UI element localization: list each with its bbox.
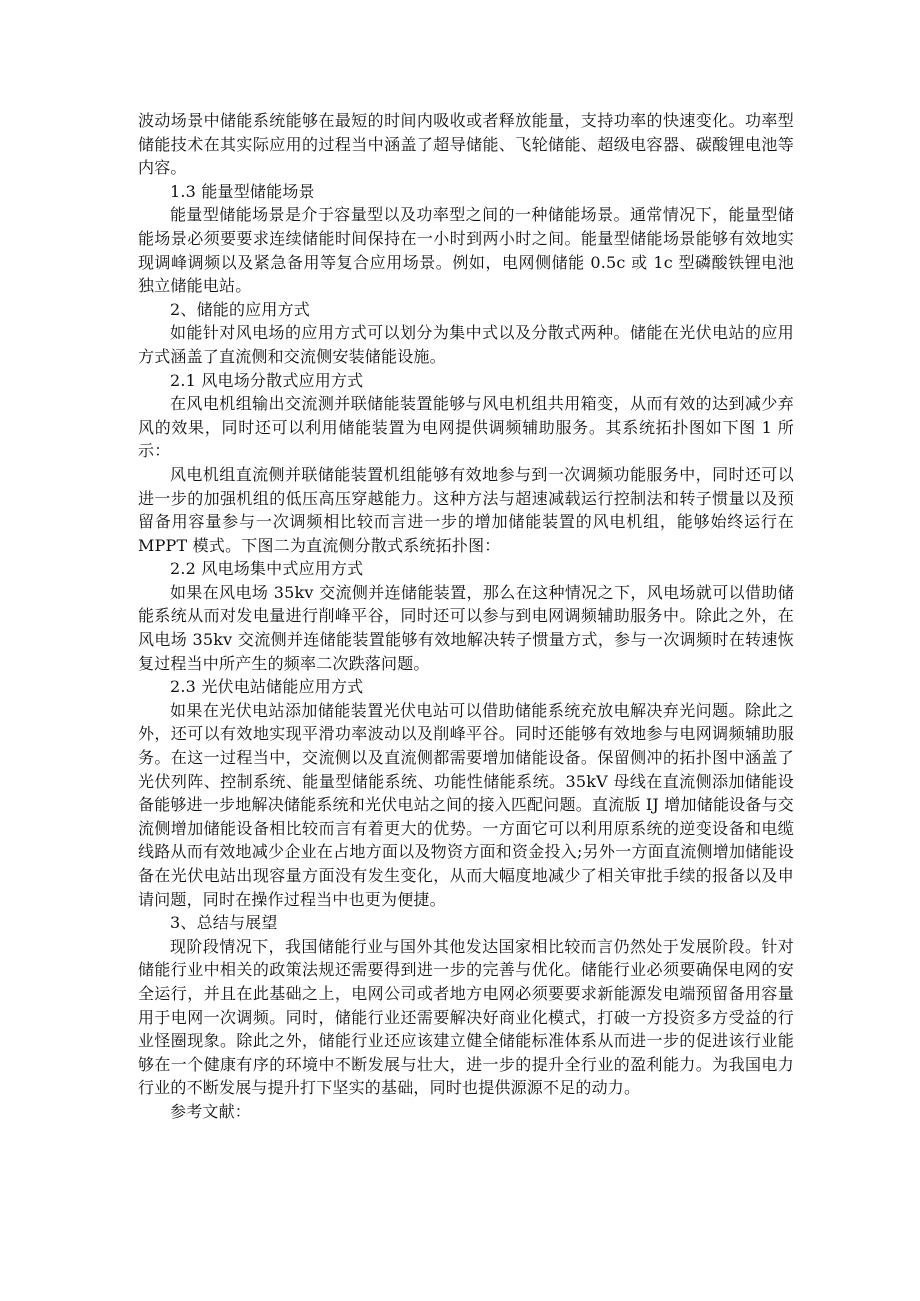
paragraph: 如果在风电场 35kv 交流侧并连储能装置，那么在这种情况之下，风电场就可以借助储能系统从而对发电量进行削峰平谷，同时还可以参与到电网调频辅助服务中。除此之外，在风电场 35kv 交流侧并连储能装置能够有效地解决转子惯量方式，参与一次调频时在转速恢复过程当中所产生的频率二次跌落问题。 xyxy=(138,582,794,673)
paragraph: 能量型储能场景是介于容量型以及功率型之间的一种储能场景。通常情况下，能量型储能场景必须要要求连续储能时间保持在一小时到两小时之间。能量型储能场景能够有效地实现调峰调频以及紧急备用等复合应用场景。例如，电网侧储能 0.5c 或 1c 型磷酸铁锂电池独立储能电站。 xyxy=(138,205,794,296)
section-heading-2-3: 2.3 光伏电站储能应用方式 xyxy=(170,677,364,697)
paragraph: 如果在光伏电站添加储能装置光伏电站可以借助储能系统充放电解决弃光问题。除此之外，还可以有效地实现平滑功率波动以及削峰平谷。同时还能够有效地参与电网调频辅助服务。在这一过程当中，交流侧以及直流侧都需要增加储能设备。保留侧冲的拓扑图中涵盖了光伏列阵、控制系统、能量型储能系统、功能性储能系统。35kV 母线在直流侧添加储能设备能够进一步地解决储能系统和光伏电站之间的接入匹配问题。直流版 IJ 增加储能设备与交流侧增加储能设备相比较而言有着更大的优势。一方面它可以利用原系统的逆变设备和电缆线路从而有效地减少企业在占地方面以及物资方面和资金投入;另外一方面直流侧增加储能设备在光伏电站出现容量方面没有发生变化，从而大幅度地减少了相关审批手续的报备以及申请问题，同时在操作过程当中也更为便捷。 xyxy=(138,700,794,909)
paragraph: 风电机组直流侧并联储能装置机组能够有效地参与到一次调频功能服务中，同时还可以进一步的加强机组的低压高压穿越能力。这种方法与超速减载运行控制法和转子惯量以及预留备用容量参与一次调频相比较而言进一步的增加储能装置的风电机组，能够始终运行在 MPPT 模式。下图二为直流侧分散式系统拓扑图： xyxy=(138,464,794,555)
paragraph: 在风电机组输出交流测并联储能装置能够与风电机组共用箱变，从而有效的达到减少弃风的效果，同时还可以利用储能装置为电网提供调频辅助服务。其系统拓扑图如下图 1 所示： xyxy=(138,394,794,461)
paragraph-continued: 波动场景中储能系统能够在最短的时间内吸收或者释放能量，支持功率的快速变化。功率型储能技术在其实际应用的过程当中涵盖了超导储能、飞轮储能、超级电容器、碳酸锂电池等内容。 xyxy=(138,111,794,178)
section-heading-2-1: 2.1 风电场分散式应用方式 xyxy=(170,370,364,390)
document-page xyxy=(138,109,794,1124)
section-heading-2-2: 2.2 风电场集中式应用方式 xyxy=(170,559,364,579)
section-heading-1-3: 1.3 能量型储能场景 xyxy=(170,181,315,201)
paragraph: 如能针对风电场的应用方式可以划分为集中式以及分散式两种。储能在光伏电站的应用方式涵盖了直流侧和交流侧安装储能设施。 xyxy=(138,323,794,366)
references-heading: 参考文献： xyxy=(170,1101,252,1121)
section-heading-2: 2、储能的应用方式 xyxy=(170,299,310,319)
section-heading-3: 3、总结与展望 xyxy=(170,913,278,933)
paragraph: 现阶段情况下，我国储能行业与国外其他发达国家相比较而言仍然处于发展阶段。针对储能行业中相关的政策法规还需要得到进一步的完善与优化。储能行业必须要确保电网的安全运行，并且在此基础之上，电网公司或者地方电网必须要要求新能源发电端预留备用容量用于电网一次调频。同时，储能行业还需要解决好商业化模式，打破一方投资多方受益的行业怪圈现象。除此之外，储能行业还应该建立健全储能标准体系从而进一步的促进该行业能够在一个健康有序的环境中不断发展与壮大，进一步的提升全行业的盈利能力。为我国电力行业的不断发展与提升打下坚实的基础，同时也提供源源不足的动力。 xyxy=(138,936,794,1098)
